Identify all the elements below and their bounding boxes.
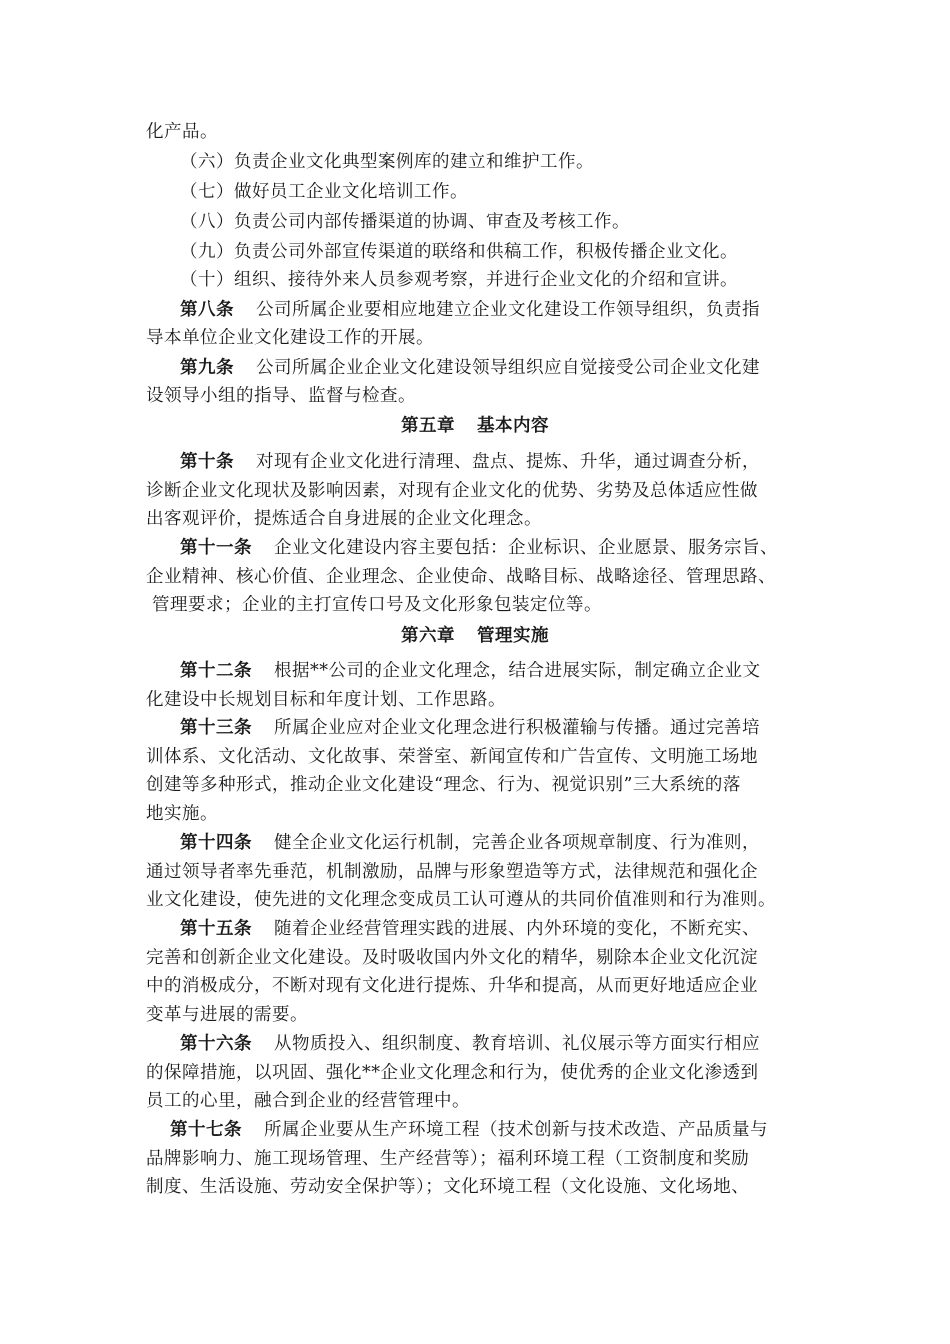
article-text: 公司所属企业要相应地建立企业文化建设工作领导组织，负责指 <box>256 300 760 320</box>
article-label: 第十三条 <box>180 718 252 738</box>
text-line: 训体系、文化活动、文化故事、荣誉室、新闻宣传和广告宣传、文明施工场地 <box>146 747 758 767</box>
chapter-number: 第六章 <box>401 626 455 646</box>
text-line: 中的消极成分，不断对现有文化进行提炼、升华和提高，从而更好地适应企业 <box>146 976 758 996</box>
text-line: （八）负责公司内部传播渠道的协调、审查及考核工作。 <box>180 212 630 232</box>
article-11-line <box>180 536 778 560</box>
text-line: 出客观评价，提炼适合自身进展的企业文化理念。 <box>146 509 542 529</box>
article-text: 健全企业文化运行机制，完善企业各项规章制度、行为准则， <box>274 833 760 853</box>
text-line: 品牌影响力、施工现场管理、生产经营等）；福利环境工程（工资制度和奖励 <box>146 1149 750 1169</box>
article-9-line <box>180 356 760 380</box>
text-line: 化建设中长规划目标和年度计划、工作思路。 <box>146 690 506 710</box>
text-line: 完善和创新企业文化建设。及时吸收国内外文化的精华，剔除本企业文化沉淀 <box>146 948 758 968</box>
text-line: 管理要求；企业的主打宣传口号及文化形象包装定位等。 <box>152 595 602 615</box>
article-label: 第十四条 <box>180 833 252 853</box>
text-line: 的保障措施，以巩固、强化**企业文化理念和行为，使优秀的企业文化渗透到 <box>146 1063 759 1083</box>
article-10-line <box>180 450 760 474</box>
text-line: （九）负责公司外部宣传渠道的联络和供稿工作，积极传播企业文化。 <box>180 242 738 262</box>
article-16-line <box>180 1032 760 1056</box>
text-line: 化产品。 <box>146 122 218 142</box>
text-line: 导本单位企业文化建设工作的开展。 <box>146 328 434 348</box>
text-line: 设领导小组的指导、监督与检查。 <box>146 386 416 406</box>
text-line: （六）负责企业文化典型案例库的建立和维护工作。 <box>180 152 594 172</box>
article-label: 第十二条 <box>180 661 252 681</box>
text-line: （七）做好员工企业文化培训工作。 <box>180 182 468 202</box>
article-17-line <box>170 1118 768 1142</box>
chapter-5-heading <box>0 414 950 438</box>
text-line: 员工的心里，融合到企业的经营管理中。 <box>146 1091 470 1111</box>
article-text: 对现有企业文化进行清理、盘点、提炼、升华，通过调查分析， <box>256 452 760 472</box>
article-12-line <box>180 659 761 683</box>
article-text: 所属企业应对企业文化理念进行积极灌输与传播。通过完善培 <box>274 718 760 738</box>
article-8-line <box>180 298 760 322</box>
text-line: 变革与进展的需要。 <box>146 1005 308 1025</box>
text-line: 通过领导者率先垂范，机制激励，品牌与形象塑造等方式，法律规范和强化企 <box>146 862 758 882</box>
article-text: 公司所属企业企业文化建设领导组织应自觉接受公司企业文化建 <box>256 358 760 378</box>
chapter-number: 第五章 <box>401 416 455 436</box>
article-text: 根据**公司的企业文化理念，结合进展实际，制定确立企业文 <box>274 661 761 681</box>
chapter-6-heading <box>0 624 950 648</box>
article-label: 第九条 <box>180 358 234 378</box>
article-text: 所属企业要从生产环境工程（技术创新与技术改造、产品质量与 <box>264 1120 768 1140</box>
article-label: 第十条 <box>180 452 234 472</box>
article-14-line <box>180 831 760 855</box>
article-label: 第十七条 <box>170 1120 242 1140</box>
article-label: 第十五条 <box>180 919 252 939</box>
article-13-line <box>180 716 760 740</box>
text-line: （十）组织、接待外来人员参观考察，并进行企业文化的介绍和宣讲。 <box>180 270 738 290</box>
text-line: 诊断企业文化现状及影响因素，对现有企业文化的优势、劣势及总体适应性做 <box>146 481 758 501</box>
chapter-title: 基本内容 <box>477 416 549 436</box>
text-line: 地实施。 <box>146 804 218 824</box>
article-label: 第八条 <box>180 300 234 320</box>
text-line: 业文化建设，使先进的文化理念变成员工认可遵从的共同价值准则和行为准则。 <box>146 890 776 910</box>
article-15-line <box>180 917 760 941</box>
text-line: 制度、生活设施、劳动安全保护等）；文化环境工程（文化设施、文化场地、 <box>146 1177 750 1197</box>
article-label: 第十一条 <box>180 538 252 558</box>
text-line: 创建等多种形式，推动企业文化建设“理念、行为、视觉识别”三大系统的落 <box>146 775 741 795</box>
text-line: 企业精神、核心价值、企业理念、企业使命、战略目标、战略途径、管理思路、 <box>146 567 776 587</box>
article-text: 随着企业经营管理实践的进展、内外环境的变化，不断充实、 <box>274 919 760 939</box>
chapter-title: 管理实施 <box>477 626 549 646</box>
article-text: 从物质投入、组织制度、教育培训、礼仪展示等方面实行相应 <box>274 1034 760 1054</box>
article-label: 第十六条 <box>180 1034 252 1054</box>
article-text: 企业文化建设内容主要包括：企业标识、企业愿景、服务宗旨、 <box>274 538 778 558</box>
